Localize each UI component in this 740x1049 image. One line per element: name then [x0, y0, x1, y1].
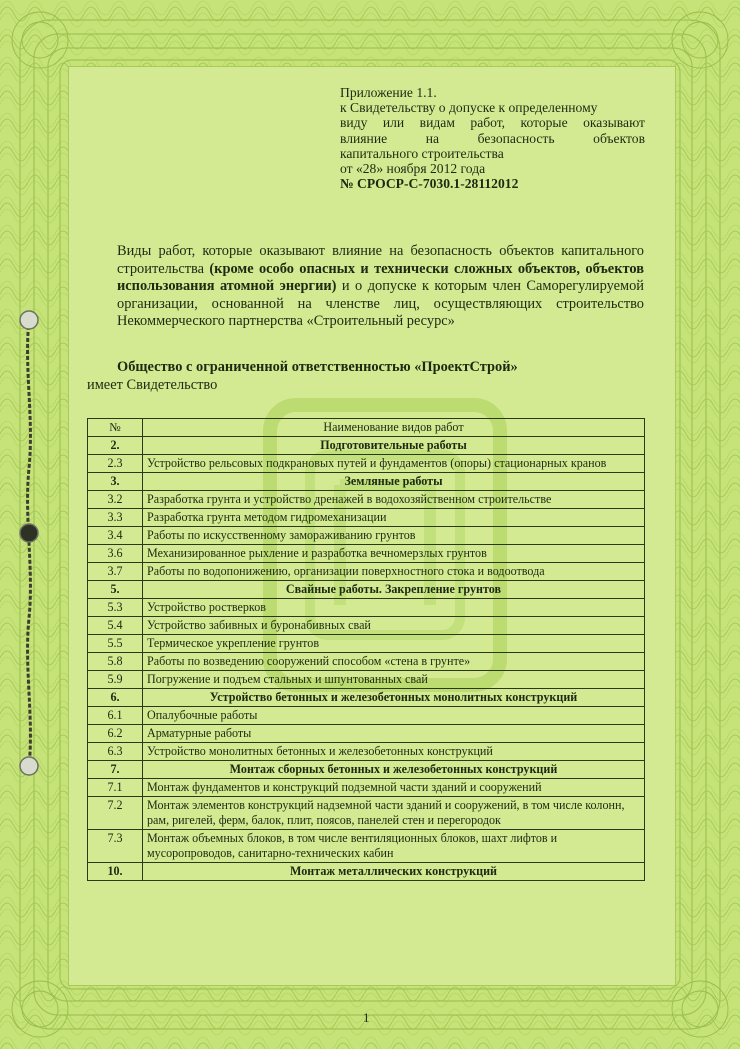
page-number: 1 [363, 1010, 370, 1025]
work-code: 5.3 [88, 599, 143, 617]
work-name: Монтаж металлических конструкций [143, 863, 645, 881]
table-section-row [88, 761, 645, 779]
work-code: 7. [88, 761, 143, 779]
appendix-line: виду или видам работ, которые оказывают [340, 115, 645, 131]
work-code: 6.2 [88, 725, 143, 743]
work-code: 6.1 [88, 707, 143, 725]
table-row [88, 491, 645, 509]
work-code: 6. [88, 689, 143, 707]
work-code: 7.2 [88, 797, 143, 830]
work-code: 10. [88, 863, 143, 881]
table-header-row [88, 419, 645, 437]
work-code: 3.2 [88, 491, 143, 509]
appendix-line: капитального строительства [340, 145, 504, 161]
appendix-date: от «28» ноября 2012 года [340, 161, 486, 177]
work-code: 3. [88, 473, 143, 491]
work-name: Работы по искусственному замораживанию грунтов [143, 527, 645, 545]
table-row [88, 599, 645, 617]
table-row [88, 509, 645, 527]
work-name: Устройство рельсовых подкрановых путей и фундаментов (опоры) стационарных кранов [143, 455, 645, 473]
work-name: Земляные работы [143, 473, 645, 491]
appendix-title: Приложение 1.1. [340, 85, 437, 100]
work-code: 3.4 [88, 527, 143, 545]
intro-text: и о допуске к которым член Саморегулируемой организации, основанной на членстве лиц, осуществляющих строительство Некоммерческого партнерства «Строительный ресурс» [117, 278, 644, 329]
work-name: Монтаж сборных бетонных и железобетонных конструкций [143, 761, 645, 779]
work-name: Арматурные работы [143, 725, 645, 743]
work-code: 7.3 [88, 830, 143, 863]
work-name: Работы по возведению сооружений способом «стена в грунте» [143, 653, 645, 671]
work-name: Монтаж фундаментов и конструкций подземной части зданий и сооружений [143, 779, 645, 797]
works-table [87, 418, 645, 881]
work-code: 6.3 [88, 743, 143, 761]
table-section-row [88, 689, 645, 707]
column-header-number: № [88, 419, 143, 437]
work-name: Свайные работы. Закрепление грунтов [143, 581, 645, 599]
work-name: Разработка грунта и устройство дренажей в водохозяйственном строительстве [143, 491, 645, 509]
work-code: 5.4 [88, 617, 143, 635]
work-code: 2.3 [88, 455, 143, 473]
table-row [88, 617, 645, 635]
table-section-row [88, 863, 645, 881]
work-name: Устройство бетонных и железобетонных монолитных конструкций [143, 689, 645, 707]
table-row [88, 671, 645, 689]
work-name: Погружение и подъем стальных и шпунтованных свай [143, 671, 645, 689]
work-code: 3.3 [88, 509, 143, 527]
table-row [88, 563, 645, 581]
intro-paragraph [87, 243, 644, 331]
work-name: Термическое укрепление грунтов [143, 635, 645, 653]
work-name: Механизированное рыхление и разработка вечномерзлых грунтов [143, 545, 645, 563]
work-name: Монтаж объемных блоков, в том числе вентиляционных блоков, шахт лифтов и мусоропроводов, санитарно-технических кабин [143, 830, 645, 863]
work-name: Устройство монолитных бетонных и железобетонных конструкций [143, 743, 645, 761]
work-name: Монтаж элементов конструкций надземной части зданий и сооружений, в том числе колонн, рам, ригелей, ферм, балок, плит, поясов, панелей стен и перегородок [143, 797, 645, 830]
table-row [88, 830, 645, 863]
work-name: Подготовительные работы [143, 437, 645, 455]
table-section-row [88, 437, 645, 455]
certificate-number: № СРОСР-С-7030.1-28112012 [340, 176, 519, 192]
table-row [88, 779, 645, 797]
table-row [88, 527, 645, 545]
table-row [88, 455, 645, 473]
work-code: 5. [88, 581, 143, 599]
holder-organization: Общество с ограниченной ответственностью «ПроектСтрой» [117, 359, 518, 375]
work-name: Работы по водопонижению, организации поверхностного стока и водоотвода [143, 563, 645, 581]
work-name: Устройство забивных и буронабивных свай [143, 617, 645, 635]
table-row [88, 797, 645, 830]
table-row [88, 635, 645, 653]
table-row [88, 545, 645, 563]
column-header-name: Наименование видов работ [143, 419, 645, 437]
work-code: 7.1 [88, 779, 143, 797]
table-row [88, 725, 645, 743]
table-row [88, 707, 645, 725]
work-code: 5.8 [88, 653, 143, 671]
work-code: 2. [88, 437, 143, 455]
table-row [88, 743, 645, 761]
table-section-row [88, 473, 645, 491]
table-row [88, 653, 645, 671]
table-section-row [88, 581, 645, 599]
work-name: Опалубочные работы [143, 707, 645, 725]
work-code: 3.7 [88, 563, 143, 581]
work-code: 3.6 [88, 545, 143, 563]
work-code: 5.9 [88, 671, 143, 689]
appendix-header [340, 85, 645, 191]
appendix-line: влияние на безопасность объектов [340, 130, 645, 146]
intro-text: Виды работ, которые оказывают влияние на безопасность объектов капитального строительства [117, 243, 644, 277]
certificate-holder [87, 359, 647, 394]
appendix-line: к Свидетельству о допуске к определенному [340, 100, 598, 116]
intro-bold-text: (кроме особо опасных и технически сложных объектов, объектов использования атомной энергии) [117, 260, 644, 294]
binding-cord [14, 308, 44, 778]
work-code: 5.5 [88, 635, 143, 653]
holder-statement: имеет Свидетельство [87, 376, 218, 393]
work-name: Разработка грунта методом гидромеханизации [143, 509, 645, 527]
work-name: Устройство ростверков [143, 599, 645, 617]
